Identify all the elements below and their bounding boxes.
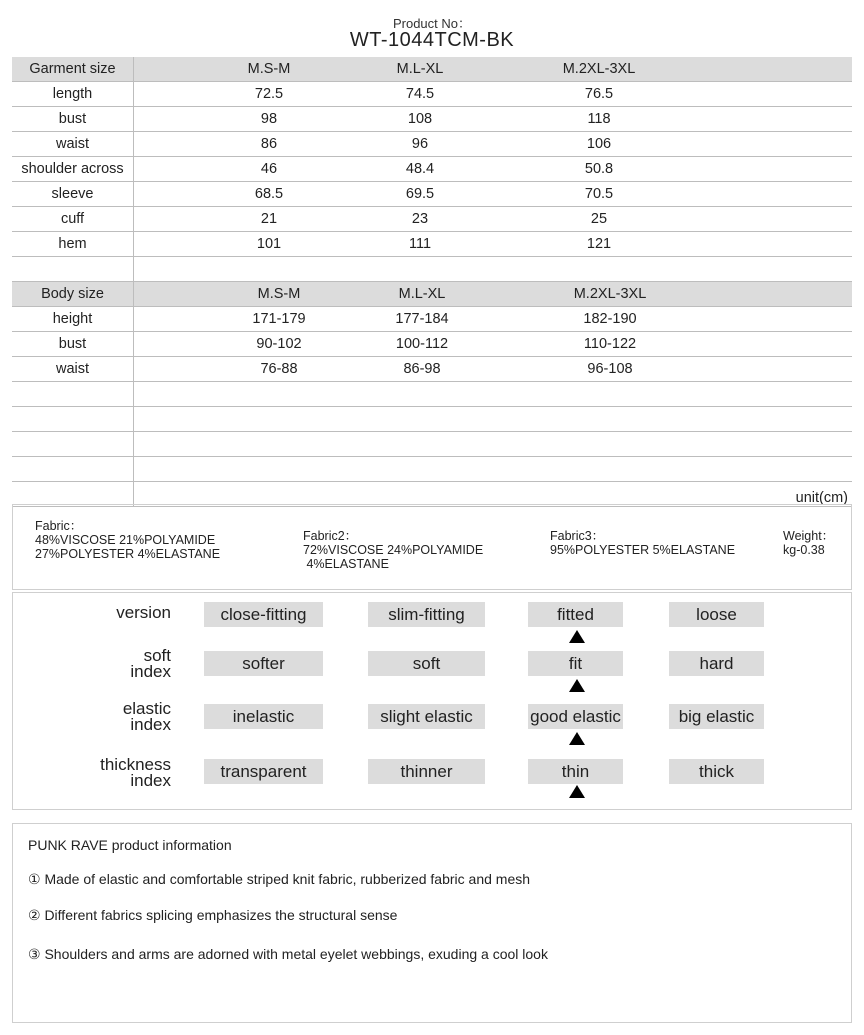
unit-label: unit(cm) xyxy=(134,482,853,507)
triangle-up-icon xyxy=(569,732,585,745)
row-label: height xyxy=(12,307,134,332)
table-cell: 72.5 xyxy=(254,86,284,102)
table-cell: 110-122 xyxy=(583,336,637,352)
table-cell: 23 xyxy=(411,211,429,227)
option-soft: soft xyxy=(368,651,485,676)
weight-value: kg-0.38 xyxy=(783,543,825,557)
attribute-label-version: version xyxy=(116,603,171,622)
body-size-title: Body size xyxy=(12,282,134,307)
fabric-1-label: Fabric： xyxy=(35,519,83,533)
option-thinner: thinner xyxy=(368,759,485,784)
product-info-item: ② Different fabrics splicing emphasizes the structural sense xyxy=(28,907,398,923)
table-cell: 86 xyxy=(260,136,278,152)
table-cell: 90-102 xyxy=(256,336,302,352)
product-info-item: ① Made of elastic and comfortable striped knit fabric, rubberized fabric and mesh xyxy=(28,871,531,887)
table-row xyxy=(12,207,852,232)
table-row xyxy=(12,157,852,182)
option-transparent: transparent xyxy=(204,759,323,784)
table-cell: 96-108 xyxy=(587,361,633,377)
option-fitted: fitted xyxy=(528,602,623,627)
product-number-label: Product No： xyxy=(392,16,472,31)
row-label: length xyxy=(12,82,134,107)
option-big-elastic: big elastic xyxy=(669,704,764,729)
row-label: shoulder across xyxy=(12,157,134,182)
fabric-2-line: 4%ELASTANE xyxy=(303,557,389,571)
attribute-label-elastic-index: elastic index xyxy=(122,699,171,734)
table-cell: 177-184 xyxy=(395,311,449,327)
table-cell: 76.5 xyxy=(584,86,614,102)
option-fit: fit xyxy=(528,651,623,676)
table-row xyxy=(12,307,852,332)
size-column-header: M.S-M xyxy=(247,61,291,77)
table-row xyxy=(12,357,852,382)
empty-row xyxy=(12,257,852,282)
size-column-header: M.L-XL xyxy=(398,286,446,302)
attribute-label-soft-index: soft index xyxy=(130,646,171,681)
row-label: bust xyxy=(12,107,134,132)
size-column-header: M.L-XL xyxy=(396,61,444,77)
table-cell: 69.5 xyxy=(405,186,435,202)
table-cell: 121 xyxy=(586,236,612,252)
table-cell: 101 xyxy=(256,236,282,252)
body-size-header xyxy=(12,282,852,307)
option-loose: loose xyxy=(669,602,764,627)
option-inelastic: inelastic xyxy=(204,704,323,729)
weight-label: Weight： xyxy=(783,529,835,543)
option-slight-elastic: slight elastic xyxy=(368,704,485,729)
fabric-1-line: 27%POLYESTER 4%ELASTANE xyxy=(35,547,221,561)
row-label: cuff xyxy=(12,207,134,232)
option-thin: thin xyxy=(528,759,623,784)
table-cell: 74.5 xyxy=(405,86,435,102)
option-close-fitting: close-fitting xyxy=(204,602,323,627)
table-cell: 98 xyxy=(260,111,278,127)
table-cell: 86-98 xyxy=(403,361,441,377)
triangle-up-icon xyxy=(569,630,585,643)
table-row xyxy=(12,182,852,207)
size-column-header: M.S-M xyxy=(257,286,301,302)
fabric-2 xyxy=(303,529,483,571)
garment-size-header xyxy=(12,57,852,82)
size-column-header: M.2XL-3XL xyxy=(573,286,647,302)
table-cell: 50.8 xyxy=(584,161,614,177)
option-slim-fitting: slim-fitting xyxy=(368,602,485,627)
table-cell: 46 xyxy=(260,161,278,177)
fabric-1 xyxy=(35,519,220,561)
table-cell: 25 xyxy=(590,211,608,227)
fabric-3-label: Fabric3： xyxy=(550,529,605,543)
product-info-item: ③ Shoulders and arms are adorned with metal eyelet webbings, exuding a cool look xyxy=(28,946,548,962)
table-row xyxy=(12,82,852,107)
table-row xyxy=(12,132,852,157)
attribute-label-thickness-index: thickness index xyxy=(100,755,171,790)
table-cell: 48.4 xyxy=(405,161,435,177)
fabric-3 xyxy=(550,529,735,557)
fabric-2-line: 72%VISCOSE 24%POLYAMIDE xyxy=(303,543,484,557)
table-cell: 21 xyxy=(260,211,278,227)
table-cell: 96 xyxy=(411,136,429,152)
table-cell: 182-190 xyxy=(583,311,637,327)
empty-row xyxy=(12,382,852,407)
table-cell: 108 xyxy=(407,111,433,127)
empty-row xyxy=(12,407,852,432)
product-info-title: PUNK RAVE product information xyxy=(28,837,232,853)
fabric-1-line: 48%VISCOSE 21%POLYAMIDE xyxy=(35,533,216,547)
option-good-elastic: good elastic xyxy=(528,704,623,729)
table-cell: 111 xyxy=(408,236,432,252)
product-code: WT-1044TCM-BK xyxy=(349,29,515,51)
row-label: sleeve xyxy=(12,182,134,207)
fabric-3-line: 95%POLYESTER 5%ELASTANE xyxy=(550,543,736,557)
table-cell: 106 xyxy=(586,136,612,152)
table-cell: 100-112 xyxy=(395,336,449,352)
product-info-panel xyxy=(12,823,852,1023)
row-label: bust xyxy=(12,332,134,357)
fabric-panel xyxy=(12,504,852,590)
option-softer: softer xyxy=(204,651,323,676)
table-cell: 70.5 xyxy=(584,186,614,202)
table-cell: 171-179 xyxy=(252,311,306,327)
fabric-2-label: Fabric2： xyxy=(303,529,358,543)
unit-row xyxy=(12,482,852,507)
option-thick: thick xyxy=(669,759,764,784)
triangle-up-icon xyxy=(569,679,585,692)
row-label: waist xyxy=(12,357,134,382)
row-label: waist xyxy=(12,132,134,157)
table-row xyxy=(12,232,852,257)
attributes-panel xyxy=(12,592,852,810)
triangle-up-icon xyxy=(569,785,585,798)
weight xyxy=(783,529,834,557)
empty-row xyxy=(12,432,852,457)
table-cell: 118 xyxy=(587,111,611,127)
table-row xyxy=(12,332,852,357)
option-hard: hard xyxy=(669,651,764,676)
table-row xyxy=(12,107,852,132)
empty-row xyxy=(12,457,852,482)
size-table xyxy=(12,57,852,507)
size-column-header: M.2XL-3XL xyxy=(562,61,636,77)
row-label: hem xyxy=(12,232,134,257)
table-cell: 68.5 xyxy=(254,186,284,202)
table-cell: 76-88 xyxy=(260,361,298,377)
garment-size-title: Garment size xyxy=(12,57,134,82)
